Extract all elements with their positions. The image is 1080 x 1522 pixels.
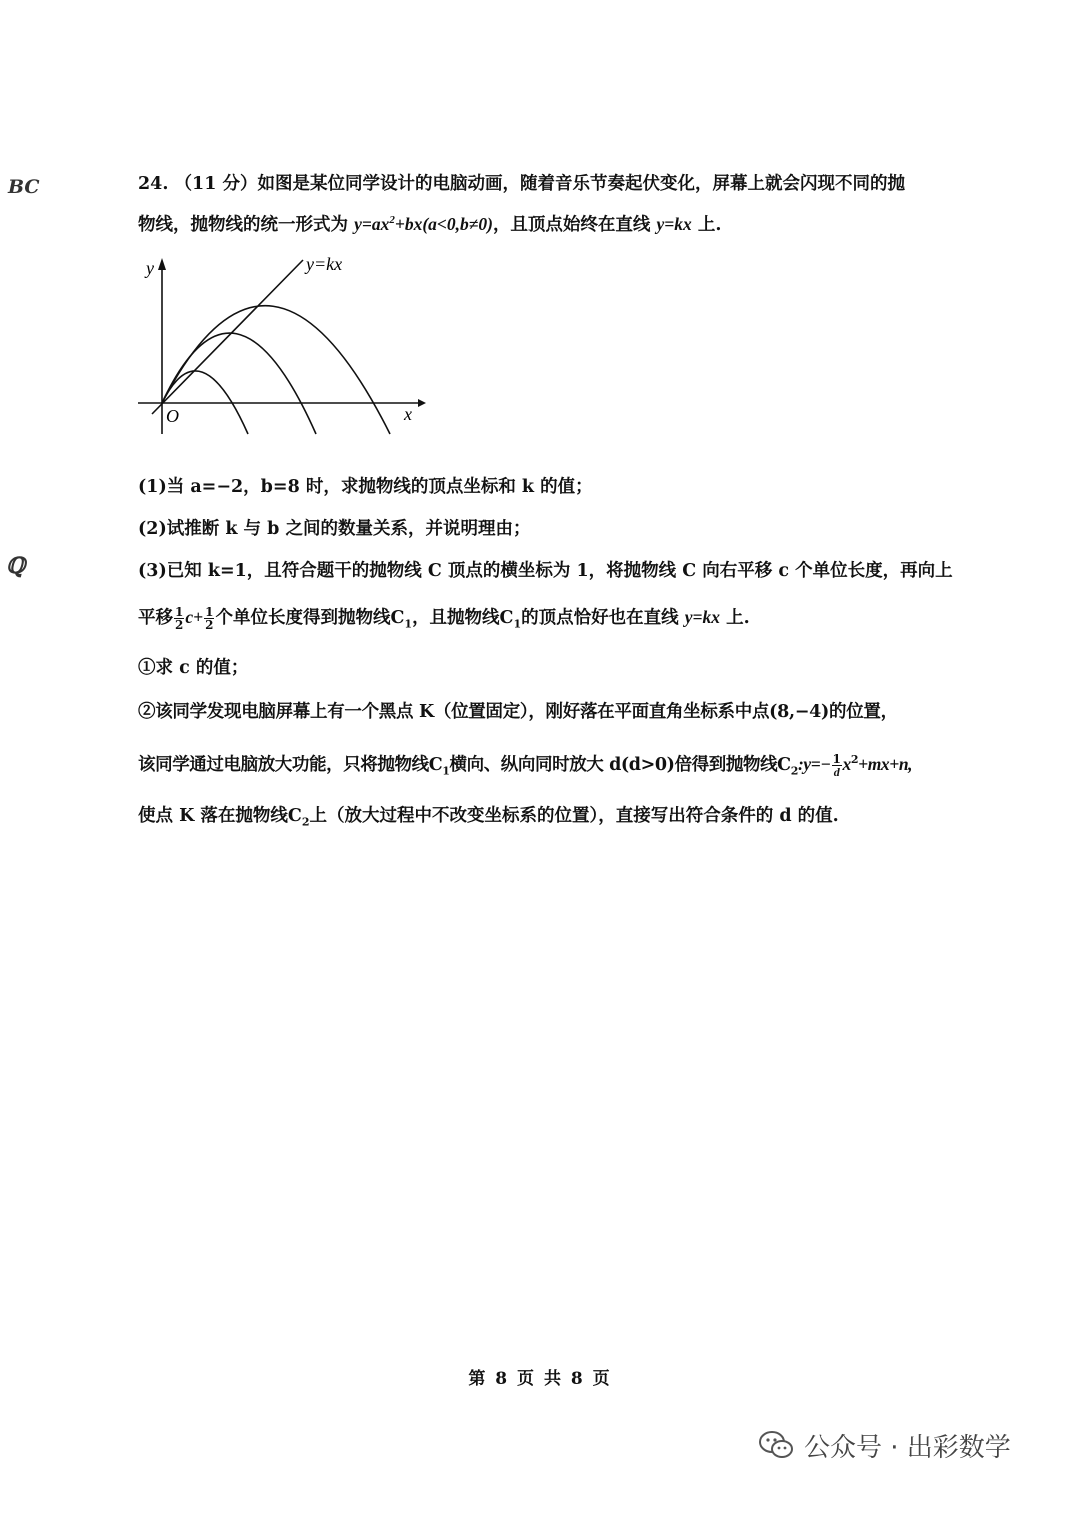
fraction-half	[204, 606, 214, 631]
x-axis-label: x	[404, 404, 412, 424]
x-axis-arrow	[418, 399, 426, 407]
line-formula: y=kx	[656, 213, 692, 234]
formula-part: y=ax	[354, 213, 390, 234]
parabola-graph	[138, 254, 428, 444]
q3-text: 该同学通过电脑放大功能，只将抛物线C	[138, 755, 443, 776]
wechat-icon	[758, 1430, 794, 1460]
frac-den: 2	[205, 617, 214, 632]
y-axis-arrow	[158, 258, 166, 270]
parabola-medium	[162, 333, 316, 434]
frac-num: 1	[175, 604, 184, 619]
margin-mark-middle: ℚ	[6, 553, 26, 579]
q3-math: +mx+n,	[858, 754, 913, 775]
fraction-half	[174, 606, 184, 631]
question-1: (1)当 a=−2，b=8 时，求抛物线的顶点坐标和 k 的值；	[138, 476, 593, 497]
fraction-one-over-d	[832, 753, 842, 778]
frac-num: 1	[832, 752, 841, 767]
subscript: 1	[442, 764, 450, 778]
question-3-line-2	[138, 599, 998, 643]
exponent: 2	[850, 753, 859, 767]
problem-intro-line-1	[138, 166, 998, 202]
formula-part: +bx(a<0,b≠0)	[394, 213, 493, 234]
q3-text: 使点 K 落在抛物线C	[138, 805, 302, 826]
subscript: 1	[404, 617, 413, 631]
q3-math: y=kx	[684, 606, 720, 627]
problem-number: 24.	[138, 174, 169, 194]
subscript: 2	[790, 764, 798, 778]
q3-text: 个单位长度得到抛物线C	[215, 607, 405, 628]
q3-text: 的顶点恰好也在直线	[521, 607, 685, 628]
frac-num: 1	[205, 604, 214, 619]
exponent: 2	[389, 214, 395, 226]
page-footer: 第 8 页 共 8 页	[468, 1369, 612, 1389]
question-3-sub-2-line-1: ②该同学发现电脑屏幕上有一个黑点 K（位置固定），刚好落在平面直角坐标系中点(8,−4)的位置，	[138, 702, 898, 723]
q3-text: ，且抛物线C	[412, 607, 514, 628]
problem-points: （11 分）	[174, 174, 258, 194]
intro-text: 物线，抛物线的统一形式为	[138, 214, 355, 235]
question-2: (2)试推断 k 与 b 之间的数量关系，并说明理由；	[138, 518, 531, 539]
origin-label: O	[166, 406, 179, 426]
line-y-kx	[152, 260, 303, 414]
intro-text: ，且顶点始终在直线	[492, 214, 657, 235]
question-3-line-1: (3)已知 k=1，且符合题干的抛物线 C 顶点的横坐标为 1，将抛物线 C 向右平移 c 个单位长度，再向上	[138, 560, 953, 581]
subscript: 2	[301, 815, 310, 829]
frac-den: 2	[175, 617, 184, 632]
frac-den: d	[833, 765, 840, 780]
parabola-formula	[354, 214, 493, 234]
q3-math: x	[842, 754, 851, 775]
q3-math: c+	[185, 606, 204, 627]
problem-intro-1: 如图是某位同学设计的电脑动画，随着音乐节奏起伏变化，屏幕上就会闪现不同的抛	[257, 174, 905, 194]
q3-text: 横向、纵向同时放大 d(d>0)倍得到抛物线C	[449, 755, 791, 776]
q3-text: 平移	[138, 607, 173, 628]
margin-mark-top: BC	[8, 176, 40, 198]
question-3-sub-2-line-2	[138, 742, 998, 789]
q3-math: :y=−	[797, 754, 831, 775]
q3-text: 上.	[720, 607, 750, 628]
watermark	[758, 1428, 1058, 1462]
subscript: 1	[513, 617, 522, 631]
intro-text: 上.	[691, 214, 722, 235]
q3-text: 上（放大过程中不改变坐标系的位置），直接写出符合条件的 d 的值.	[309, 805, 839, 826]
question-3-sub-1: ①求 c 的值；	[138, 658, 249, 679]
question-3-sub-2-line-3	[138, 798, 998, 841]
watermark-text: 公众号 · 出彩数学	[804, 1432, 1011, 1463]
y-axis-label: y	[146, 258, 154, 278]
problem-intro-line-2	[138, 202, 998, 243]
line-label: y=kx	[306, 254, 343, 274]
